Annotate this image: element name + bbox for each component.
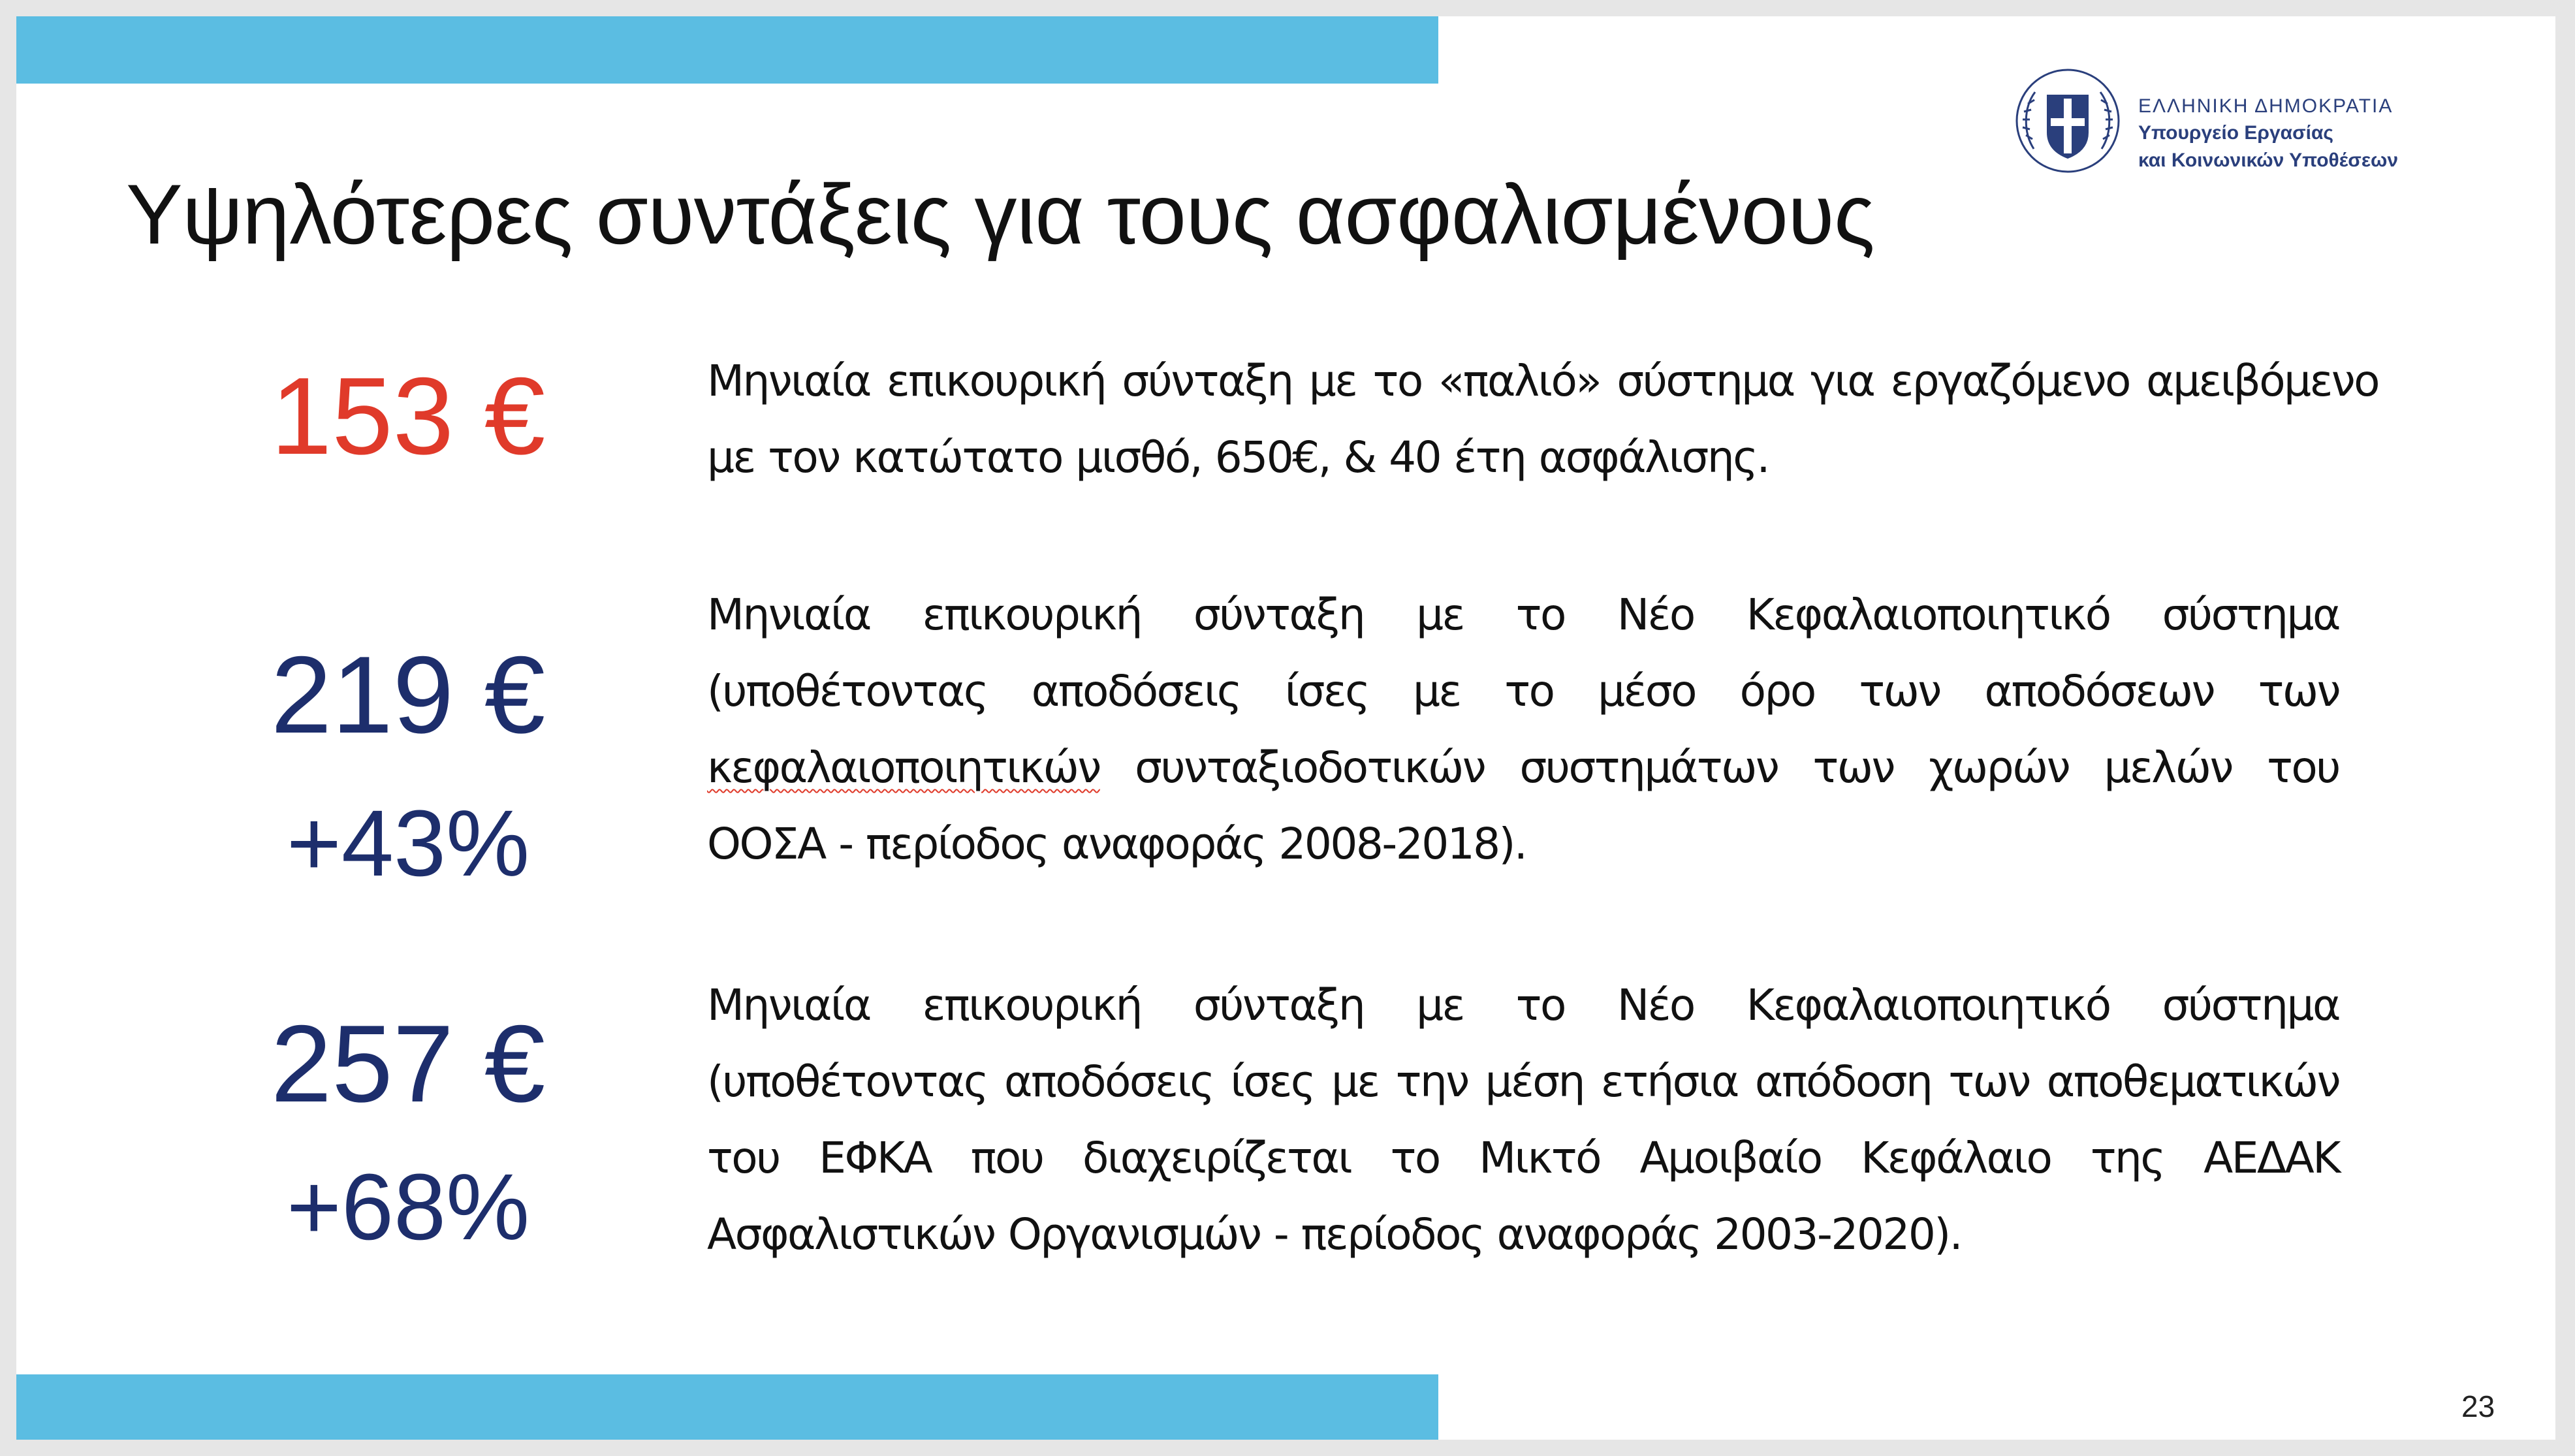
greek-coat-of-arms-icon (2014, 67, 2121, 174)
description-efka-scenario: Μηνιαία επικουρική σύνταξη με το Νέο Κεφαλαιοποιητικό σύστημα (υποθέτοντας αποδόσεις ίσες με την μέση ετήσια απόδοση των αποθεματικών του ΕΦΚΑ που διαχειρίζεται το Μικτό Αμοιβαίο Κεφάλαιο της ΑΕΔΑΚ Ασφαλιστικών Οργανισμών - περίοδος αναφοράς 2003-2020). (707, 980, 2339, 1259)
amount-efka-scenario: 257 € (270, 1002, 546, 1125)
amount-oecd-scenario: 219 € (270, 633, 546, 756)
ministry-name (2138, 93, 2398, 174)
spellcheck-flagged-word: κεφαλαιοποιητικών (707, 742, 1100, 793)
logo-country-text: ΕΛΛΗΝΙΚΗ ΔΗΜΟΚΡΑΤΙΑ (2138, 95, 2393, 117)
description-oecd-text-2: συνταξιοδοτικών συστημάτων των χωρών μελών του ΟΟΣΑ - περίοδος αναφοράς 2008-2018). (707, 742, 2339, 869)
ministry-logo (2014, 67, 2471, 191)
page-number: 23 (2461, 1389, 2495, 1423)
logo-ministry-line1: Υπουργείο Εργασίας (2138, 122, 2334, 144)
increase-efka-scenario: +68% (286, 1154, 530, 1259)
amount-old-system: 153 € (270, 355, 546, 477)
description-oecd-text-1: Μηνιαία επικουρική σύνταξη με το Νέο Κεφαλαιοποιητικό σύστημα (υποθέτοντας αποδόσεις ίσες με το μέσο όρο των αποδόσεων των (707, 590, 2339, 716)
description-oecd-scenario (707, 577, 2339, 882)
slide-title: Υψηλότερες συντάξεις για τους ασφαλισμένους (126, 166, 1875, 262)
slide (16, 16, 2555, 1440)
bottom-accent-bar (16, 1374, 1438, 1440)
description-old-system: Μηνιαία επικουρική σύνταξη με το «παλιό» σύστημα για εργαζόμενο αμειβόμενο με τον κατώτατο μισθό, 650€, & 40 έτη ασφάλισης. (707, 356, 2378, 483)
logo-ministry-line2: και Κοινωνικών Υποθέσεων (2138, 150, 2399, 171)
increase-oecd-scenario: +43% (286, 791, 530, 896)
top-accent-bar (16, 16, 1438, 84)
